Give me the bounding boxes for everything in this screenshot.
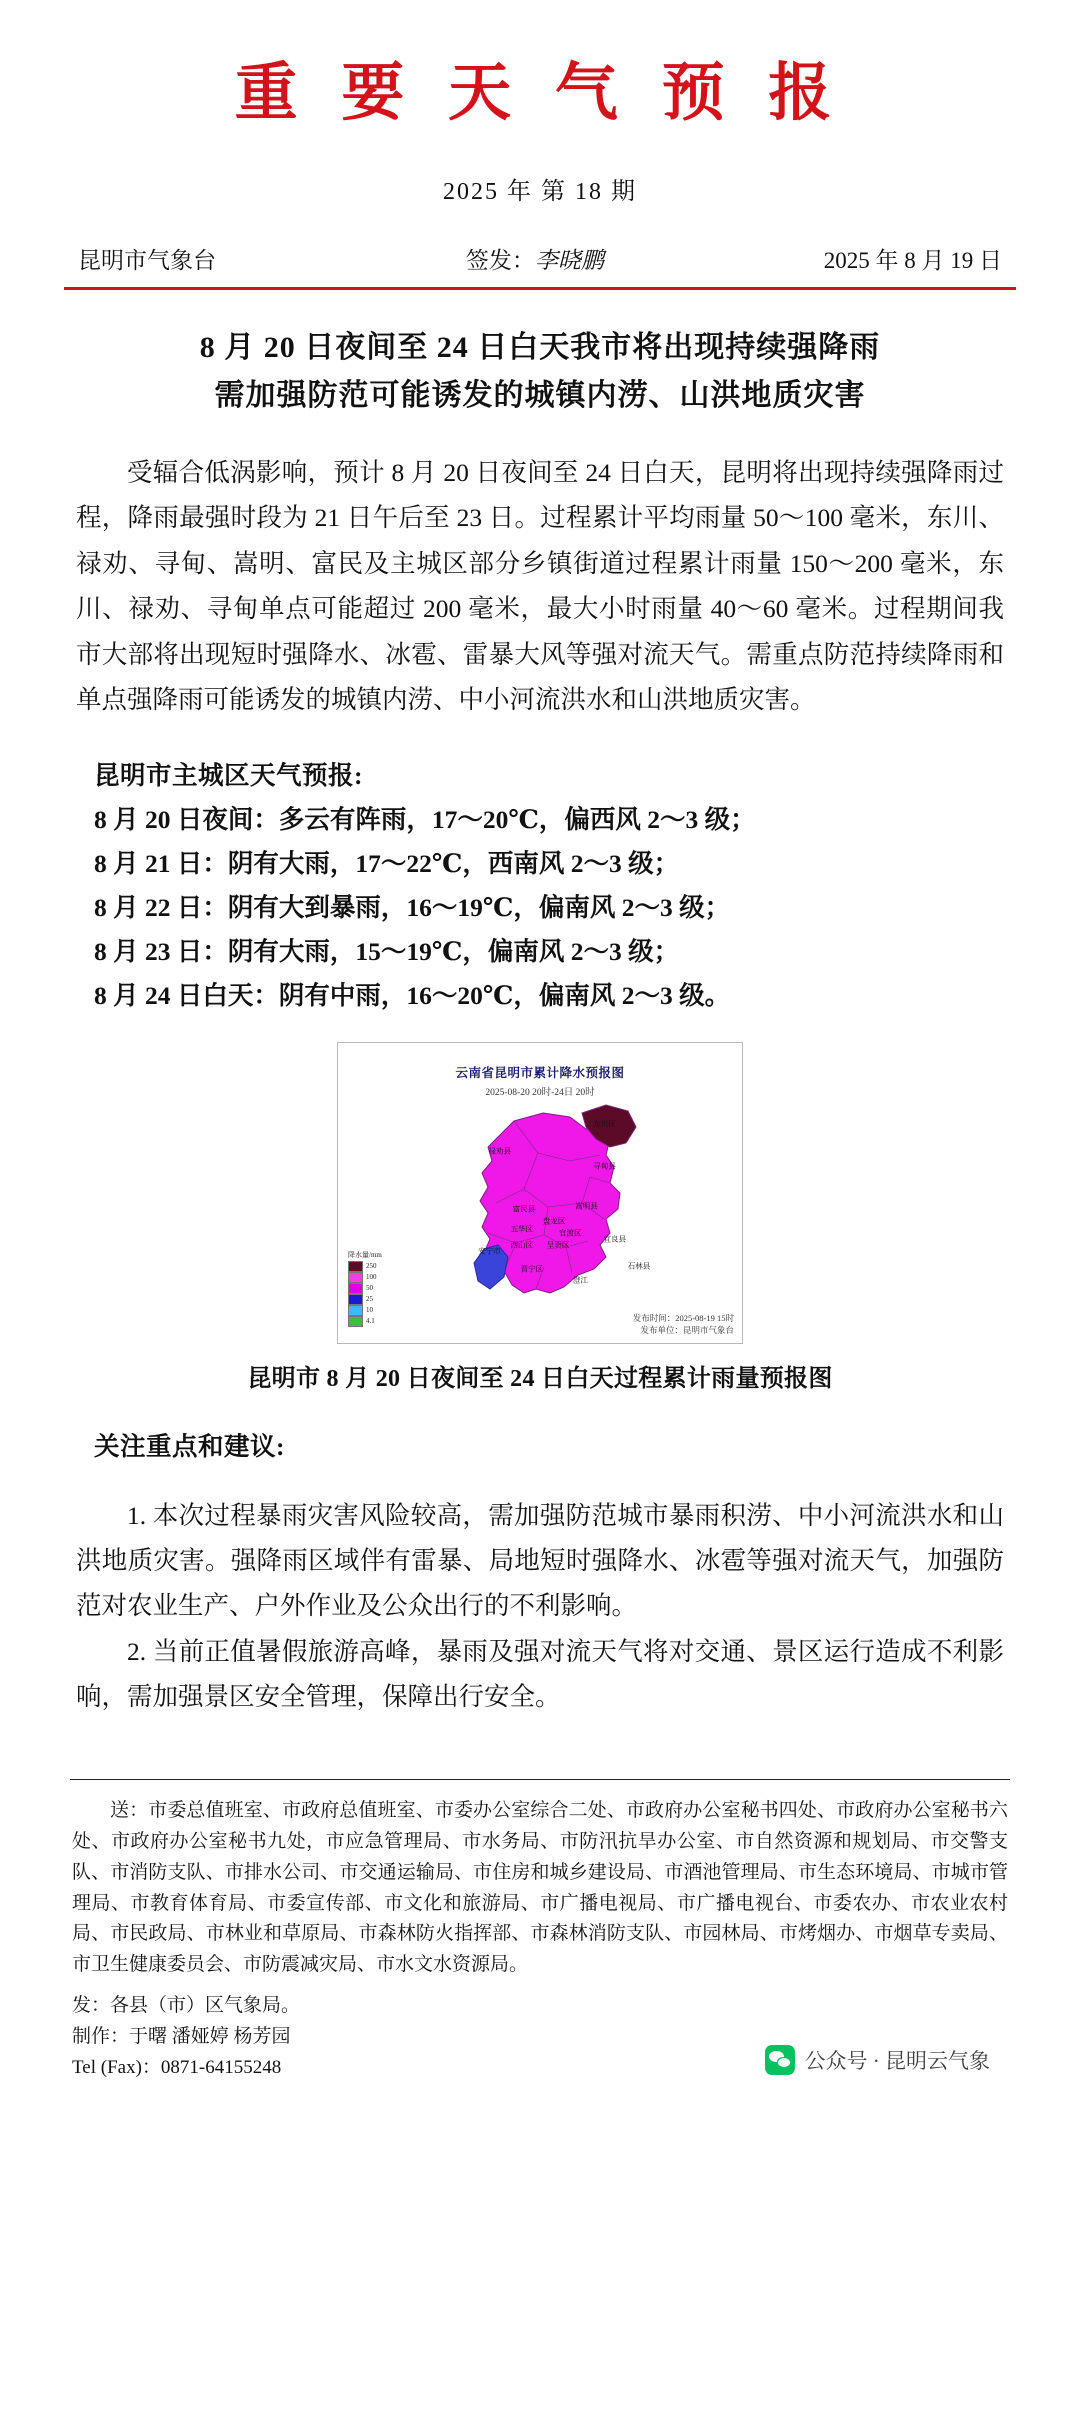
advice-heading: 关注重点和建议:: [94, 1431, 285, 1461]
map-label: 西山区: [510, 1240, 534, 1250]
issue-number: 2025 年 第 18 期: [443, 179, 637, 205]
map-figure: [56, 1042, 1024, 1393]
issue-date: 2025 年 8 月 19 日: [823, 248, 1002, 273]
wechat-badge[interactable]: [765, 2045, 1009, 2083]
map-label: 石林县: [627, 1261, 651, 1271]
map-label: 宜良县: [603, 1234, 626, 1244]
advice-section: [76, 1493, 1004, 1720]
map-legend: [348, 1250, 390, 1327]
map-label: 禄劝县: [488, 1146, 511, 1156]
legend-swatch: [348, 1261, 363, 1272]
map-shape-icon: [338, 1043, 742, 1343]
issuing-office: 昆明市气象台: [78, 248, 216, 273]
footer-send-list: 送：市委总值班室、市政府总值班室、市委办公室综合二处、市政府办公室秘书四处、市政府办公室秘书六处、市政府办公室秘书九处，市应急管理局、市水务局、市防汛抗旱办公室、市自然资源和规划局、市交警支队、市消防支队、市排水公司、市交通运输局、市住房和城乡建设局、市酒池管理局、市生态环境局、市城市管理局、市教育体育局、市委宣传部、市文化和旅游局、市广播电视局、市广播电视台、市委农办、市农业农村局、市民政局、市林业和草原局、市森林防火指挥部、市森林消防支队、市园林局、市烤烟办、市烟草专卖局、市卫生健康委员会、市防震减灾局、市水文水资源局。: [72, 1800, 1008, 1976]
body-paragraph-1: 受辐合低涡影响，预计 8 月 20 日夜间至 24 日白天，昆明将出现持续强降雨过程，降雨最强时段为 21 日午后至 23 日。过程累计平均雨量 50～100 毫米，东川、禄劝、寻甸、嵩明、富民及主城区部分乡镇街道过程累计雨量 150～200 毫米，东川、禄劝、寻甸单点可能超过 200 毫米，最大小时雨量 40～60 毫米。过程期间我市大部将出现短时强降水、冰雹、雷暴大风等强对流天气。需重点防范持续降雨和单点强降雨可能诱发的城镇内涝、中小河流洪水和山洪地质灾害。: [76, 458, 1004, 714]
figure-caption: 昆明市 8 月 20 日夜间至 24 日白天过程累计雨量预报图: [247, 1365, 833, 1392]
map-issue-time: 发布时间：2025-08-19 15时: [632, 1312, 734, 1323]
legend-swatch: [348, 1294, 363, 1305]
signer-label: 签发：: [465, 248, 535, 273]
map-label: 安宁市: [478, 1246, 501, 1256]
signer-name: 李晓鹏: [534, 248, 604, 273]
wechat-icon: [765, 2045, 795, 2075]
map-label: 盘龙区: [542, 1216, 566, 1226]
page-title: 重 要 天 气 预 报: [234, 58, 846, 128]
legend-row: [348, 1283, 390, 1294]
legend-title: 降水量/mm: [348, 1250, 382, 1259]
headline: [116, 324, 964, 420]
legend-swatch: [348, 1283, 363, 1294]
map-label: 寻甸县: [593, 1161, 616, 1171]
footer-divider: [70, 1779, 1010, 1780]
footer-tel: Tel (Fax)：0871-64155248: [72, 2056, 282, 2078]
forecast-row: 8 月 23 日：阴有大雨，15～19℃，偏南风 2～3 级；: [94, 936, 680, 966]
legend-swatch: [348, 1316, 363, 1327]
map-label: 官渡区: [559, 1228, 582, 1238]
map-subtitle: 2025-08-20 20时-24日 20时: [485, 1087, 595, 1098]
legend-swatch: [348, 1272, 363, 1283]
legend-row: [348, 1272, 390, 1283]
headline-line-2: 需加强防范可能诱发的城镇内涝、山洪地质灾害: [214, 379, 866, 412]
forecast-row: 8 月 24 日白天：阴有中雨，16～20℃，偏南风 2～3 级。: [94, 980, 731, 1010]
map-label: 嵩明县: [575, 1201, 598, 1211]
legend-row: [348, 1305, 390, 1316]
map-issue-unit: 发布单位：昆明市气象台: [640, 1325, 734, 1336]
footer-bottom: [72, 1991, 1008, 2083]
forecast-list: [94, 798, 1004, 1017]
legend-row: [348, 1316, 390, 1327]
forecast-row: 8 月 20 日夜间：多云有阵雨，17～20℃，偏西风 2～3 级；: [94, 805, 756, 835]
legend-value: 250: [366, 1261, 377, 1270]
body-paragraph-section: [76, 450, 1004, 722]
legend-value: 25: [366, 1294, 373, 1303]
document-meta: [56, 242, 1024, 275]
map-label: 五华区: [510, 1224, 534, 1234]
map-title: 云南省昆明市累计降水预报图: [455, 1065, 625, 1080]
map-label: 呈贡区: [546, 1240, 570, 1250]
footer-issue-to: 发：各县（市）区气象局。: [72, 1995, 301, 2017]
footer-producer: 制作：于曙 潘娅婷 杨芳园: [72, 2025, 291, 2047]
red-divider: [64, 287, 1016, 290]
advice-item-1: 1. 本次过程暴雨灾害风险较高，需加强防范城市暴雨积涝、中小河流洪水和山洪地质灾害。强降雨区域伴有雷暴、局地短时强降水、冰雹等强对流天气，加强防范对农业生产、户外作业及公众出行的不利影响。: [76, 1500, 1004, 1621]
forecast-row: 8 月 21 日：阴有大雨，17～22℃，西南风 2～3 级；: [94, 849, 680, 879]
legend-value: 10: [366, 1305, 373, 1314]
legend-row: [348, 1261, 390, 1272]
map-footnote: [633, 1312, 734, 1337]
map-label: 富民县: [512, 1204, 536, 1214]
legend-swatch: [348, 1305, 363, 1316]
legend-value: 100: [366, 1272, 377, 1281]
headline-line-1: 8 月 20 日夜间至 24 日白天我市将出现持续强降雨: [199, 331, 881, 364]
legend-value: 50: [366, 1283, 373, 1292]
signer-block: [466, 242, 604, 275]
forecast-row: 8 月 22 日：阴有大到暴雨，16～19℃，偏南风 2～3 级；: [94, 892, 731, 922]
map-label: 澄江: [572, 1275, 588, 1285]
legend-value: 4.1: [366, 1316, 375, 1325]
map-label: 东川区: [593, 1119, 616, 1129]
forecast-heading: 昆明市主城区天气预报:: [94, 761, 363, 791]
map-label: 晋宁区: [520, 1264, 544, 1274]
rainfall-forecast-map: [337, 1042, 743, 1344]
wechat-label: 公众号 · 昆明云气象: [804, 2049, 990, 2074]
advice-item-2: 2. 当前正值暑假旅游高峰，暴雨及强对流天气将对交通、景区运行造成不利影响，需加强景区安全管理，保障出行安全。: [76, 1636, 1004, 1712]
footer-left-block: [72, 1991, 300, 2083]
legend-row: [348, 1294, 390, 1305]
footer-distribution: [72, 1796, 1008, 1981]
